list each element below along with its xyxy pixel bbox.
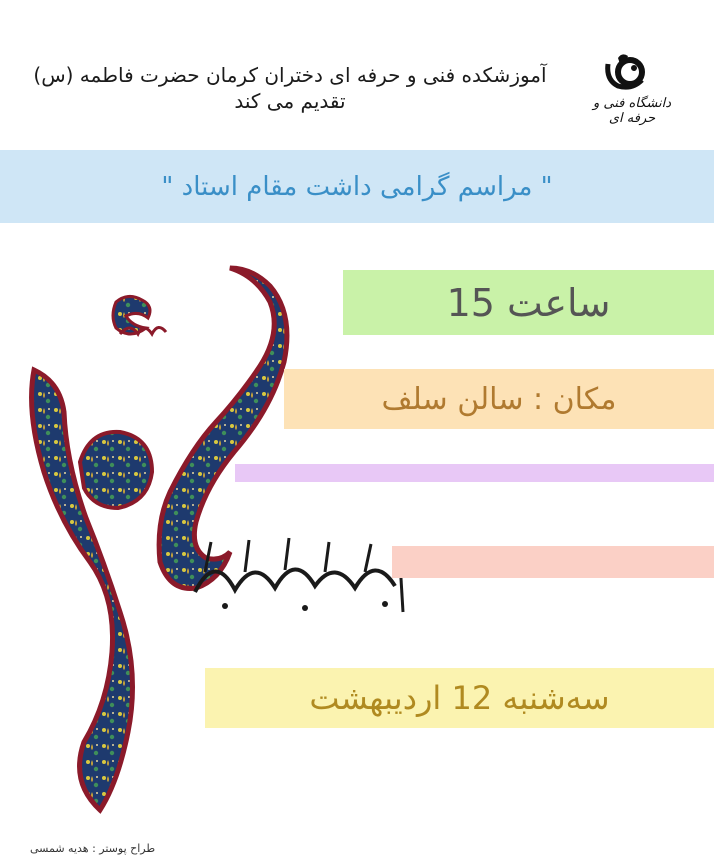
header-line-2: تقدیم می کند (234, 89, 346, 113)
header-text (10, 62, 570, 114)
decorative-pink-strip (392, 546, 714, 578)
decorative-purple-strip (235, 464, 714, 482)
poster-designer-credit: طراح پوستر : هدیه شمسی (30, 842, 156, 855)
event-date-box (205, 668, 714, 728)
event-title: " مراسم گرامی داشت مقام استاد " (161, 171, 553, 202)
event-title-banner (0, 150, 714, 223)
event-date: سه‌شنبه 12 اردیبهشت (309, 679, 610, 717)
logo-caption: دانشگاه فنی و حرفه ای (592, 96, 672, 126)
event-place-box (284, 369, 714, 429)
header-line-1: آموزشکده فنی و حرفه ای دختران کرمان حضرت فاطمه (س) (33, 63, 547, 87)
calligraphy-subtitle-icon (185, 532, 415, 622)
event-time: ساعت 15 (446, 280, 611, 325)
event-time-box (343, 270, 714, 335)
event-place: مکان : سالن سلف (381, 381, 617, 417)
